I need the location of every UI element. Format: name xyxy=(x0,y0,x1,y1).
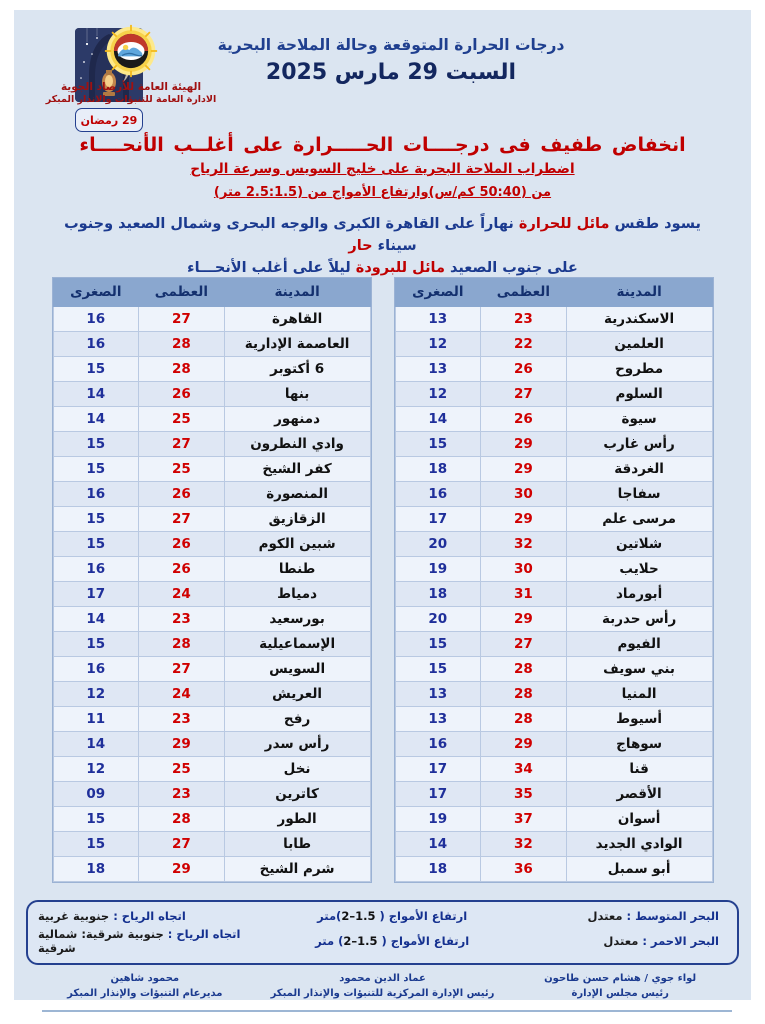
table-row xyxy=(53,307,370,332)
sea-wind-mediterranean xyxy=(38,909,276,923)
signature-general-manager xyxy=(26,972,264,1001)
table-row xyxy=(53,857,370,882)
cell-city: كفر الشيخ xyxy=(224,457,370,482)
waves-label: ارتفاع الأمواج ( xyxy=(377,934,470,948)
summary-seg-2b: مائل للبرودة xyxy=(355,259,445,276)
column-header-city: المدينة xyxy=(566,279,712,307)
cell-tmax: 26 xyxy=(139,532,225,557)
cell-tmin: 18 xyxy=(53,857,139,882)
cell-tmin: 13 xyxy=(395,682,481,707)
cell-tmax: 29 xyxy=(481,457,567,482)
sea-state: معتدل xyxy=(603,934,639,948)
cell-tmin: 19 xyxy=(395,557,481,582)
ramadan-day-badge: 29 رمضان xyxy=(75,108,143,132)
summary-seg-2c: ليلاً على أغلب الأنحـــاء xyxy=(187,259,356,276)
signature-name: محمود شاهين xyxy=(110,973,180,984)
cell-tmax: 30 xyxy=(481,482,567,507)
table-row xyxy=(395,582,712,607)
table-row xyxy=(395,682,712,707)
table-row xyxy=(395,857,712,882)
cell-tmin: 14 xyxy=(53,607,139,632)
cell-tmin: 13 xyxy=(395,707,481,732)
cell-tmin: 15 xyxy=(53,432,139,457)
cell-tmin: 12 xyxy=(395,332,481,357)
cell-tmax: 32 xyxy=(481,532,567,557)
cell-tmax: 36 xyxy=(481,857,567,882)
cell-city: الاسكندرية xyxy=(566,307,712,332)
cell-tmax: 29 xyxy=(139,857,225,882)
table-row xyxy=(395,557,712,582)
sea-waves-mediterranean xyxy=(276,909,508,923)
summary-line-2 xyxy=(48,258,717,280)
authority-logo-block xyxy=(36,24,226,105)
cell-tmin: 17 xyxy=(395,782,481,807)
cell-tmin: 16 xyxy=(53,657,139,682)
cell-city: سيوة xyxy=(566,407,712,432)
table-header-row xyxy=(53,279,370,307)
cell-city: دمنهور xyxy=(224,407,370,432)
cell-tmax: 32 xyxy=(481,832,567,857)
cell-tmax: 23 xyxy=(481,307,567,332)
cell-tmin: 11 xyxy=(53,707,139,732)
sea-label: البحر الاحمر : xyxy=(638,934,719,948)
cell-tmin: 12 xyxy=(395,382,481,407)
signature-role: رئيس مجلس الإدارة xyxy=(571,987,669,999)
cell-tmax: 28 xyxy=(139,632,225,657)
cell-tmax: 34 xyxy=(481,757,567,782)
cell-city: نخل xyxy=(224,757,370,782)
cell-city: السلوم xyxy=(566,382,712,407)
summary-seg-1b: مائل للحرارة xyxy=(518,216,610,232)
forecast-sheet xyxy=(14,10,751,1000)
cell-tmin: 13 xyxy=(395,357,481,382)
cell-tmax: 27 xyxy=(139,432,225,457)
cell-tmin: 15 xyxy=(53,807,139,832)
table-row xyxy=(53,732,370,757)
cell-city: رفح xyxy=(224,707,370,732)
sea-state: معتدل xyxy=(587,909,623,923)
table-row xyxy=(53,782,370,807)
table-row xyxy=(395,532,712,557)
signature-central-head xyxy=(264,972,502,1001)
cell-tmax: 26 xyxy=(481,357,567,382)
cell-tmin: 13 xyxy=(395,307,481,332)
sea-row-mediterranean xyxy=(38,907,727,925)
wind-value: جنوبية شرقية: شمالية شرقية xyxy=(38,927,164,955)
cell-tmin: 15 xyxy=(53,507,139,532)
table-row xyxy=(53,482,370,507)
cell-tmin: 15 xyxy=(395,657,481,682)
table-row xyxy=(395,407,712,432)
table-row xyxy=(53,582,370,607)
cell-city: القاهرة xyxy=(224,307,370,332)
table-row xyxy=(395,807,712,832)
headline-sub-marine: اضطراب الملاحة البحرية على خليج السويس وسرعة الرياح xyxy=(190,161,575,177)
cell-tmin: 19 xyxy=(395,807,481,832)
cell-tmax: 23 xyxy=(139,782,225,807)
cell-city: رأس حدربة xyxy=(566,607,712,632)
cell-tmin: 20 xyxy=(395,532,481,557)
table-row xyxy=(395,457,712,482)
cell-city: شلاتين xyxy=(566,532,712,557)
cell-tmax: 29 xyxy=(481,432,567,457)
egypt-meteorological-authority-logo xyxy=(104,24,158,78)
signature-name: لواء جوي / هشام حسن طاحون xyxy=(544,973,697,984)
cell-tmin: 14 xyxy=(53,407,139,432)
table-row xyxy=(53,557,370,582)
cell-tmax: 29 xyxy=(481,607,567,632)
cell-city: الغردقة xyxy=(566,457,712,482)
cell-tmax: 24 xyxy=(139,582,225,607)
cell-tmin: 15 xyxy=(53,532,139,557)
cell-tmin: 09 xyxy=(53,782,139,807)
cell-tmin: 18 xyxy=(395,457,481,482)
cell-tmin: 16 xyxy=(395,732,481,757)
cell-tmin: 16 xyxy=(53,482,139,507)
table-row xyxy=(53,807,370,832)
cell-city: شرم الشيخ xyxy=(224,857,370,882)
cell-city: طنطا xyxy=(224,557,370,582)
table-row xyxy=(53,332,370,357)
cell-tmin: 15 xyxy=(53,632,139,657)
cell-city: 6 أكتوبر xyxy=(224,357,370,382)
cell-city: كاترين xyxy=(224,782,370,807)
cell-tmax: 30 xyxy=(481,557,567,582)
column-header-min: الصغرى xyxy=(53,279,139,307)
cell-tmin: 16 xyxy=(53,332,139,357)
cell-tmax: 35 xyxy=(481,782,567,807)
page-title: درجات الحرارة المتوقعة وحالة الملاحة البحرية xyxy=(217,36,565,54)
cell-city: وادي النطرون xyxy=(224,432,370,457)
cell-city: قنا xyxy=(566,757,712,782)
cell-city: الأقصر xyxy=(566,782,712,807)
footer-signatures xyxy=(26,972,739,1001)
signature-chairman xyxy=(501,972,739,1001)
cell-tmax: 27 xyxy=(139,507,225,532)
title-block xyxy=(191,36,591,85)
document-header xyxy=(14,10,751,130)
table-row xyxy=(395,357,712,382)
cell-city: رأس غارب xyxy=(566,432,712,457)
cell-tmin: 16 xyxy=(53,557,139,582)
cell-city: السويس xyxy=(224,657,370,682)
signature-role: رئيس الإدارة المركزية للتنبؤات والإنذار المبكر xyxy=(270,987,495,999)
cell-tmin: 14 xyxy=(395,832,481,857)
headline-main: انخفاض طفيف فى درجــــات الحـــــرارة على أغلــب الأنحــــاء xyxy=(79,134,686,156)
cell-city: شبين الكوم xyxy=(224,532,370,557)
cell-tmax: 29 xyxy=(139,732,225,757)
footer-divider xyxy=(42,1010,732,1012)
cell-tmax: 28 xyxy=(481,707,567,732)
wind-label: اتجاه الرياح : xyxy=(109,909,186,923)
column-header-max: العظمى xyxy=(139,279,225,307)
table-row xyxy=(53,507,370,532)
cell-city: سفاجا xyxy=(566,482,712,507)
cell-city: طابا xyxy=(224,832,370,857)
cell-tmax: 28 xyxy=(139,807,225,832)
cell-city: الفيوم xyxy=(566,632,712,657)
cell-tmax: 26 xyxy=(481,407,567,432)
cell-tmax: 28 xyxy=(481,657,567,682)
cell-tmax: 37 xyxy=(481,807,567,832)
cell-tmin: 16 xyxy=(53,307,139,332)
summary-line-1 xyxy=(48,214,717,258)
cell-city: مرسى علم xyxy=(566,507,712,532)
cell-city: الإسماعيلية xyxy=(224,632,370,657)
table-row xyxy=(395,832,712,857)
table-row xyxy=(395,782,712,807)
waves-unit: ) متر xyxy=(315,934,344,948)
table-row xyxy=(53,407,370,432)
cell-tmax: 25 xyxy=(139,757,225,782)
cell-tmax: 27 xyxy=(139,657,225,682)
cell-city: أسوان xyxy=(566,807,712,832)
cell-tmax: 28 xyxy=(481,682,567,707)
signature-name: عماد الدين محمود xyxy=(339,973,426,984)
cell-tmax: 31 xyxy=(481,582,567,607)
waves-label: ارتفاع الأمواج ( xyxy=(375,909,468,923)
cell-city: مطروح xyxy=(566,357,712,382)
sea-label: البحر المتوسط : xyxy=(622,909,719,923)
cell-tmin: 17 xyxy=(53,582,139,607)
cell-tmin: 15 xyxy=(53,357,139,382)
cell-city: سوهاج xyxy=(566,732,712,757)
cell-city: العاصمة الإدارية xyxy=(224,332,370,357)
waves-value: 1.5–2 xyxy=(341,909,376,923)
sea-name-red-sea xyxy=(508,934,727,948)
cell-tmax: 27 xyxy=(139,307,225,332)
cell-city: بورسعيد xyxy=(224,607,370,632)
table-row xyxy=(395,657,712,682)
table-row xyxy=(53,657,370,682)
cell-city: بنها xyxy=(224,382,370,407)
cell-tmin: 15 xyxy=(395,632,481,657)
authority-name: الهيئة العامة للأرصاد الجوية xyxy=(60,81,202,93)
summary-seg-2a: على جنوب الصعيد xyxy=(444,259,578,276)
cell-tmin: 12 xyxy=(53,757,139,782)
temperature-table-right xyxy=(53,278,371,882)
cell-tmax: 23 xyxy=(139,707,225,732)
summary-seg-1c: نهاراً على القاهرة الكبرى والوجه البحرى وشمال الصعيد وجنوب سيناء xyxy=(64,216,519,254)
cell-city: المنيا xyxy=(566,682,712,707)
table-row xyxy=(395,707,712,732)
cell-city: المنصورة xyxy=(224,482,370,507)
cell-tmax: 25 xyxy=(139,457,225,482)
sea-name-mediterranean xyxy=(508,909,727,923)
column-header-max: العظمى xyxy=(481,279,567,307)
summary-seg-1d: حار xyxy=(348,237,373,254)
table-row xyxy=(395,632,712,657)
cell-tmax: 26 xyxy=(139,557,225,582)
cell-tmax: 23 xyxy=(139,607,225,632)
cell-tmin: 20 xyxy=(395,607,481,632)
table-body-left xyxy=(395,307,712,882)
cell-tmin: 16 xyxy=(395,482,481,507)
cell-tmin: 18 xyxy=(395,582,481,607)
sea-waves-red-sea xyxy=(276,934,508,948)
cell-tmax: 26 xyxy=(139,482,225,507)
temperature-tables xyxy=(14,278,751,882)
signature-role: مديرعام التنبؤات والإنذار المبكر xyxy=(67,987,223,999)
forecast-date: السبت 29 مارس 2025 xyxy=(265,60,517,85)
wind-value: جنوبية غربية xyxy=(38,909,110,923)
table-row xyxy=(53,707,370,732)
column-header-city: المدينة xyxy=(224,279,370,307)
temperature-table-left xyxy=(395,278,713,882)
cell-tmax: 25 xyxy=(139,407,225,432)
table-row xyxy=(395,607,712,632)
cell-city: أبورماد xyxy=(566,582,712,607)
cell-tmax: 27 xyxy=(139,832,225,857)
cell-tmin: 14 xyxy=(53,382,139,407)
table-row xyxy=(53,757,370,782)
table-row xyxy=(395,757,712,782)
cell-tmin: 15 xyxy=(53,457,139,482)
table-row xyxy=(53,357,370,382)
waves-unit: )متر xyxy=(317,909,342,923)
cell-tmin: 12 xyxy=(53,682,139,707)
cell-tmin: 15 xyxy=(395,432,481,457)
cell-tmax: 26 xyxy=(139,382,225,407)
cell-tmin: 18 xyxy=(395,857,481,882)
sea-conditions-panel xyxy=(26,900,739,965)
table-row xyxy=(53,832,370,857)
table-row xyxy=(395,482,712,507)
column-header-min: الصغرى xyxy=(395,279,481,307)
authority-department: الادارة العامة للتنبؤات والانذار المبكر xyxy=(45,94,217,105)
cell-tmin: 15 xyxy=(53,832,139,857)
table-row xyxy=(395,332,712,357)
cell-tmin: 17 xyxy=(395,757,481,782)
cell-tmax: 28 xyxy=(139,332,225,357)
table-row xyxy=(395,507,712,532)
cell-tmin: 17 xyxy=(395,507,481,532)
cell-city: الزقازيق xyxy=(224,507,370,532)
cell-city: حلايب xyxy=(566,557,712,582)
sea-row-red-sea xyxy=(38,925,727,957)
cell-tmax: 28 xyxy=(139,357,225,382)
cell-tmin: 14 xyxy=(395,407,481,432)
table-row xyxy=(53,457,370,482)
cell-city: دمياط xyxy=(224,582,370,607)
headline-block xyxy=(14,134,751,200)
table-row xyxy=(53,382,370,407)
cell-city: الطور xyxy=(224,807,370,832)
table-row xyxy=(53,607,370,632)
cell-tmin: 14 xyxy=(53,732,139,757)
wind-label: اتجاه الرياح : xyxy=(163,927,241,941)
table-body-right xyxy=(53,307,370,882)
table-row xyxy=(53,532,370,557)
headline-sub-wind-waves: من (50:40 كم/س)وارتفاع الأمواج من (2.5:1.5 متر) xyxy=(213,185,552,200)
cell-city: الوادي الجديد xyxy=(566,832,712,857)
table-row xyxy=(395,307,712,332)
table-header-row xyxy=(395,279,712,307)
cell-tmax: 27 xyxy=(481,632,567,657)
table-row xyxy=(395,382,712,407)
table-row xyxy=(53,432,370,457)
cell-city: رأس سدر xyxy=(224,732,370,757)
cell-tmax: 24 xyxy=(139,682,225,707)
table-row xyxy=(395,432,712,457)
cell-tmax: 27 xyxy=(481,382,567,407)
cell-city: بني سويف xyxy=(566,657,712,682)
table-row xyxy=(53,632,370,657)
waves-value: 1.5–2 xyxy=(343,934,378,948)
cell-city: العلمين xyxy=(566,332,712,357)
cell-city: العريش xyxy=(224,682,370,707)
cell-tmax: 22 xyxy=(481,332,567,357)
summary-seg-1a: يسود طقس xyxy=(609,216,701,232)
sea-wind-red-sea xyxy=(38,927,276,955)
table-row xyxy=(395,732,712,757)
forecast-summary xyxy=(48,214,717,279)
cell-city: أسيوط xyxy=(566,707,712,732)
cell-tmax: 29 xyxy=(481,507,567,532)
cell-city: أبو سمبل xyxy=(566,857,712,882)
cell-tmax: 29 xyxy=(481,732,567,757)
table-row xyxy=(53,682,370,707)
